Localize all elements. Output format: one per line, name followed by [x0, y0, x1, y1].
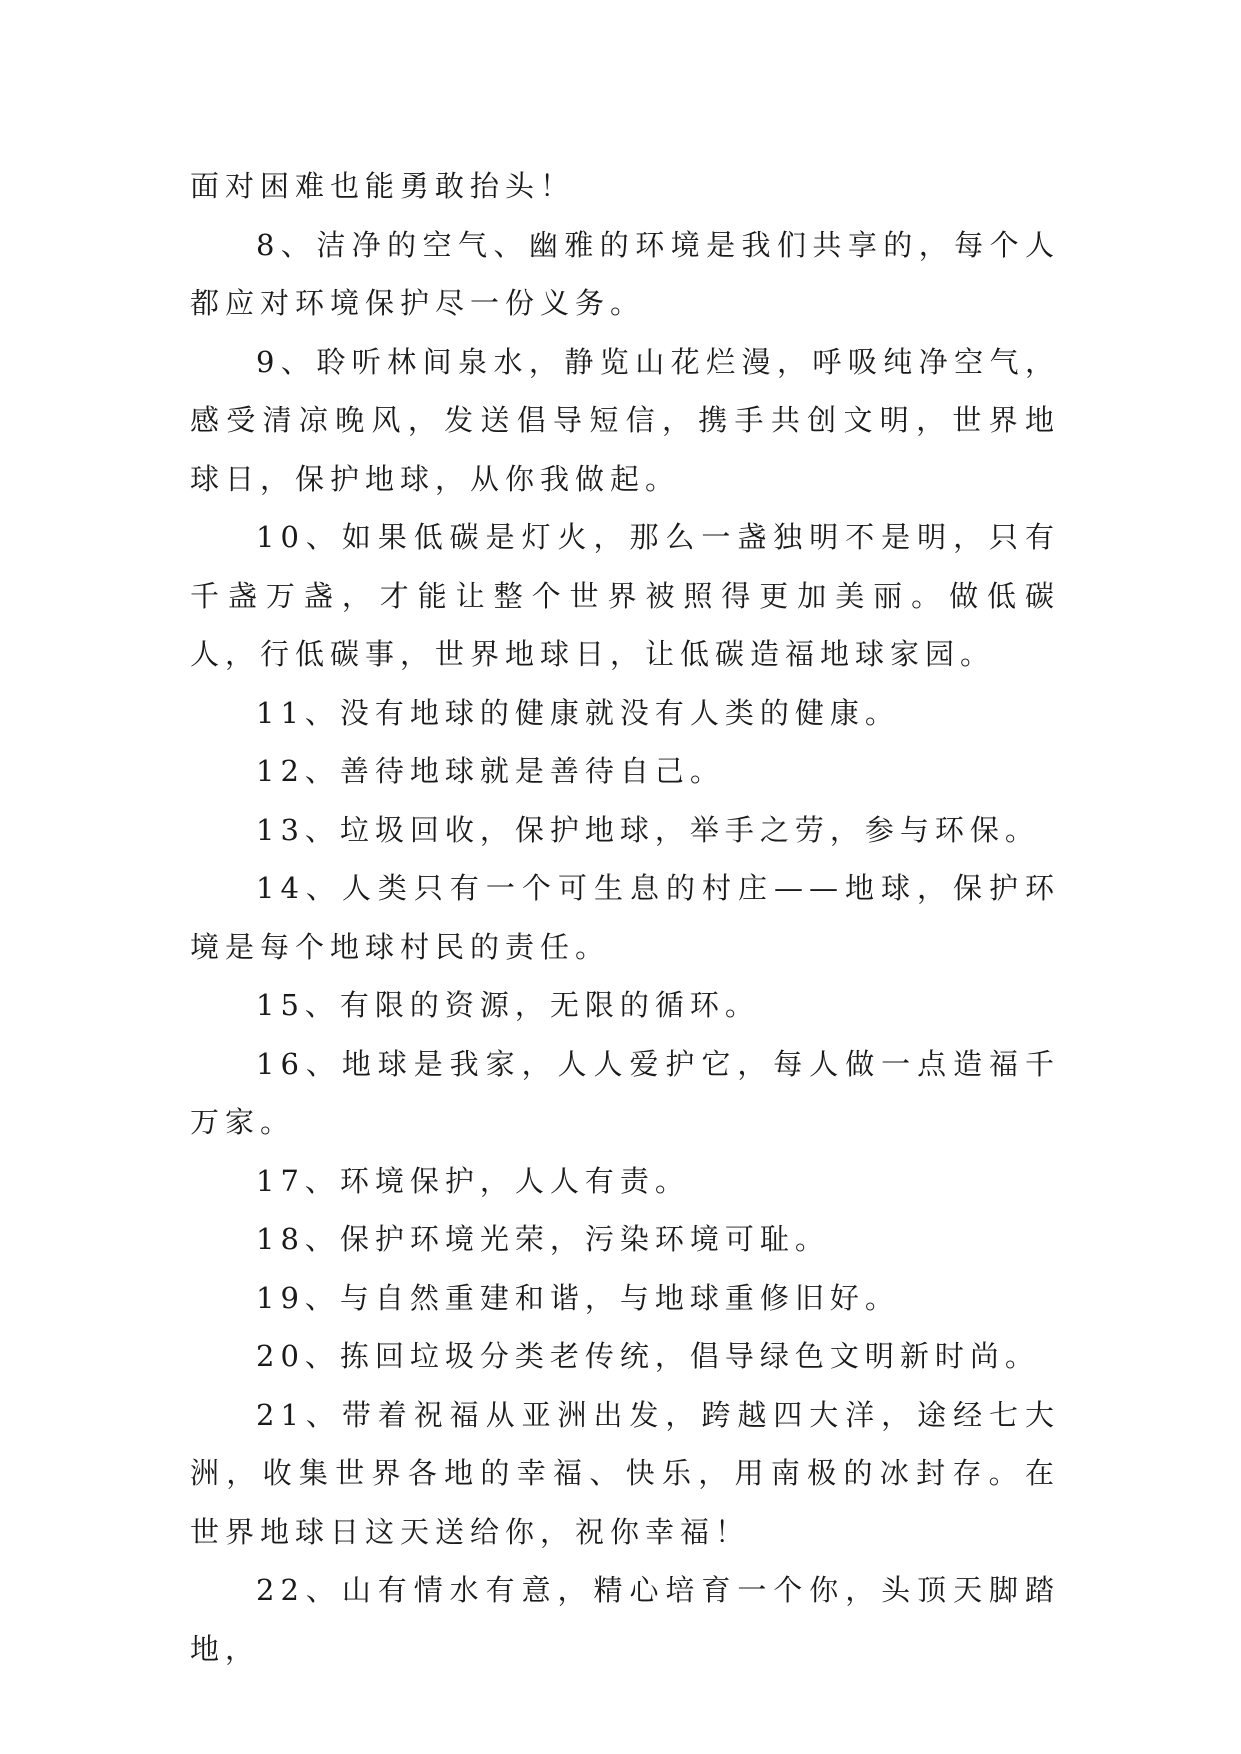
paragraph-item-13: 13、垃圾回收，保护地球，举手之劳，参与环保。 — [256, 812, 1040, 847]
paragraph-item-8: 8、洁净的空气、幽雅的环境是我们共享的，每个人都应对环境保护尽一份义务。 — [190, 227, 1060, 320]
paragraph-item-10: 10、如果低碳是灯火，那么一盏独明不是明，只有千盏万盏，才能让整个世界被照得更加美丽。做低碳人，行低碳事，世界地球日，让低碳造福地球家园。 — [190, 520, 1060, 671]
paragraph-item-15: 15、有限的资源，无限的循环。 — [256, 988, 760, 1022]
paragraph-item-20: 20、拣回垃圾分类老传统，倡导绿色文明新时尚。 — [256, 1339, 1040, 1373]
paragraph-item-17: 17、环境保护，人人有责。 — [256, 1163, 690, 1198]
paragraph-item-18: 18、保护环境光荣，污染环境可耻。 — [256, 1222, 830, 1256]
paragraph-item-12: 12、善待地球就是善待自己。 — [256, 754, 725, 788]
paragraph-item-16: 16、地球是我家，人人爱护它，每人做一点造福千万家。 — [190, 1046, 1060, 1139]
paragraph-item-22: 22、山有情水有意，精心培育一个你，头顶天脚踏地， — [190, 1573, 1060, 1666]
paragraph-continuation: 面对困难也能勇敢抬头！ — [190, 169, 576, 203]
document-body — [190, 157, 1060, 1678]
paragraph-item-14: 14、人类只有一个可生息的村庄——地球，保护环境是每个地球村民的责任。 — [190, 871, 1060, 964]
paragraph-item-11: 11、没有地球的健康就没有人类的健康。 — [256, 695, 900, 730]
paragraph-item-21: 21、带着祝福从亚洲出发，跨越四大洋，途经七大洲，收集世界各地的幸福、快乐，用南极的冰封存。在世界地球日这天送给你，祝你幸福！ — [190, 1397, 1060, 1549]
paragraph-item-19: 19、与自然重建和谐，与地球重修旧好。 — [256, 1280, 900, 1315]
paragraph-item-9: 9、聆听林间泉水，静览山花烂漫，呼吸纯净空气，感受清凉晚风，发送倡导短信，携手共创文明，世界地球日，保护地球，从你我做起。 — [190, 344, 1060, 496]
